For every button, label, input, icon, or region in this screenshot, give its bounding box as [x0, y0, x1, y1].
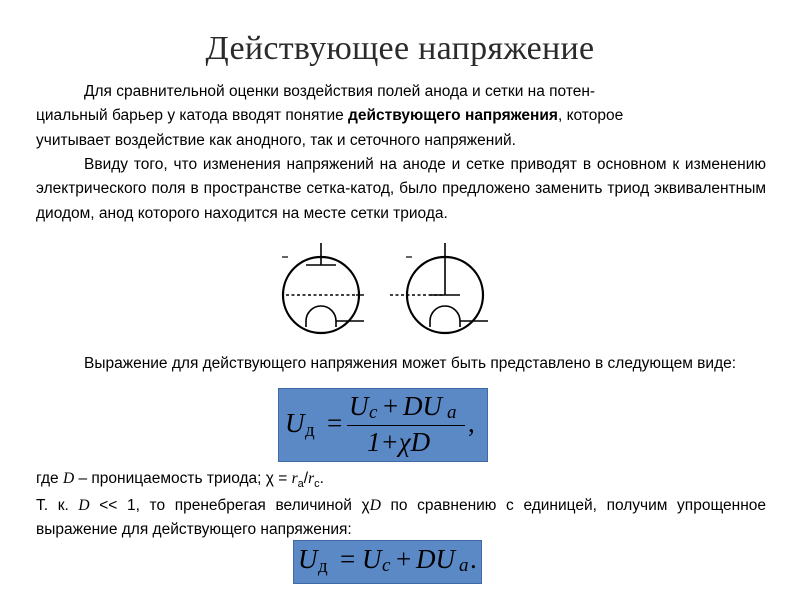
paragraph-diode-equivalent [36, 153, 766, 226]
intro-line-3: учитывает воздействие как анодного, так и сеточного напряжений. [36, 131, 516, 149]
simplification-d: D [78, 497, 90, 514]
intro-line-2-start: циальный барьер у катода вводят понятие [36, 107, 349, 125]
formula-comma: , [468, 408, 475, 438]
definitions-end: . [319, 470, 324, 487]
formula-simplified-voltage [293, 540, 482, 584]
paragraph-simplification [36, 494, 766, 543]
formula-lhs-u: U [285, 408, 305, 438]
paragraph-definitions [36, 467, 766, 497]
definitions-rc: r [308, 470, 315, 487]
formula-equals: = [327, 408, 343, 438]
simple-lhs-u: U [298, 544, 318, 574]
formula-lhs-subscript: д [305, 420, 315, 441]
definitions-prefix: где [36, 470, 63, 487]
definitions-slash: / [303, 470, 309, 487]
simplification-d2: D [369, 497, 381, 514]
simplification-end: по сравнению с единицей, получим упрощенное выражение для действующего напряжения: [36, 497, 767, 539]
definitions-rc-sub: c [314, 478, 320, 491]
definitions-ra: r [291, 470, 298, 487]
definitions-d: D [62, 470, 75, 487]
paragraph-intro [36, 80, 766, 153]
simple-plus: + [396, 544, 412, 574]
triode-cathode [306, 306, 336, 327]
equivalent-diode-symbol [390, 243, 488, 333]
slide-title: Действующее напряжение [205, 30, 595, 67]
diode-cathode [430, 306, 460, 327]
numerator-u: U [349, 391, 369, 421]
simple-sub-c: c [382, 555, 391, 576]
paragraph-expression-intro [36, 352, 766, 376]
triode-symbol [282, 243, 364, 333]
simple-lhs-subscript: д [318, 556, 328, 577]
simple-dot: . [470, 544, 477, 574]
numerator-sub-c: c [369, 402, 378, 423]
intro-term-bold: действующего напряжения [348, 107, 558, 125]
definitions-ra-sub: a [297, 478, 304, 491]
simple-equals: = [340, 544, 356, 574]
definitions-mid: – проницаемость триода; χ = [74, 470, 292, 487]
intro-line-1: Для сравнительной оценки воздействия полей анода и сетки на потен- [84, 83, 596, 100]
diode-equivalent-text: Ввиду того, что изменения напряжений на аноде и сетке приводят в основном к изменению электрического поля в пространстве сетка-катод, было предложено заменить триод эквивалентным диодом, анод которого находится на месте сетки триода. [36, 156, 766, 222]
simplification-start: Т. к. [36, 497, 79, 514]
expression-intro-text: Выражение для действующего напряжения может быть представлено в следующем виде: [84, 355, 737, 372]
simple-du: DU [416, 544, 455, 574]
intro-line-2-end: , которое [557, 107, 624, 125]
triode-diode-diagram [270, 243, 490, 343]
denominator: 1+χD [367, 427, 431, 457]
numerator-sub-a: a [447, 402, 457, 423]
numerator-du: DU [403, 391, 442, 421]
simple-u: U [362, 544, 382, 574]
formula-effective-voltage [278, 388, 488, 462]
numerator-plus: + [383, 391, 399, 421]
simplification-mid: << 1, то пренебрегая величиной χ [89, 497, 370, 514]
fraction-bar [347, 425, 465, 426]
simple-sub-a: a [459, 555, 469, 576]
